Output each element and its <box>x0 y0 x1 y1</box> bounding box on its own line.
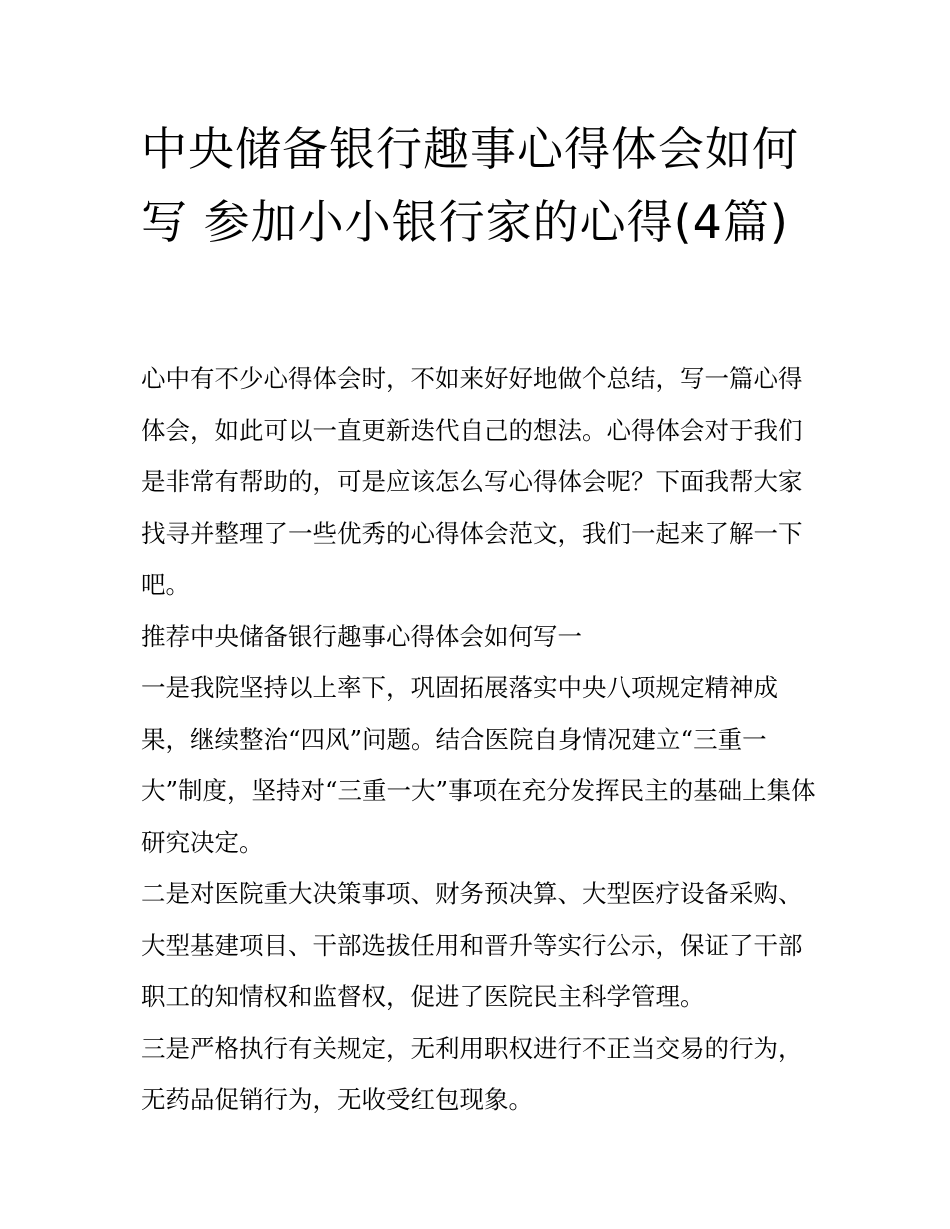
document-title: 中央储备银行趣事心得体会如何写 参加小小银行家的心得(4篇) <box>141 122 799 249</box>
intro-paragraph: 心中有不少心得体会时，不如来好好地做个总结，写一篇心得体会，如此可以一直更新迭代自己的想法。心得体会对于我们是非常有帮助的，可是应该怎么写心得体会呢？下面我帮大家找寻并整理了一些优秀的心得体会范文，我们一起来了解一下吧。 <box>141 364 803 599</box>
body-paragraph-3: 三是严格执行有关规定，无利用职权进行不正当交易的行为，无药品促销行为，无收受红包现象。 <box>141 1033 803 1114</box>
body-paragraph-2: 二是对医院重大决策事项、财务预决算、大型医疗设备采购、大型基建项目、干部选拔任用和晋升等实行公示，保证了干部职工的知情权和监督权，促进了医院民主科学管理。 <box>141 879 803 1011</box>
section-heading: 推荐中央储备银行趣事心得体会如何写一 <box>141 621 582 651</box>
document-body <box>141 353 821 1126</box>
body-paragraph-1: 一是我院坚持以上率下，巩固拓展落实中央八项规定精神成果，继续整治“四风”问题。结合医院自身情况建立“三重一大”制度，坚持对“三重一大”事项在充分发挥民主的基础上集体研究决定。 <box>141 673 816 857</box>
